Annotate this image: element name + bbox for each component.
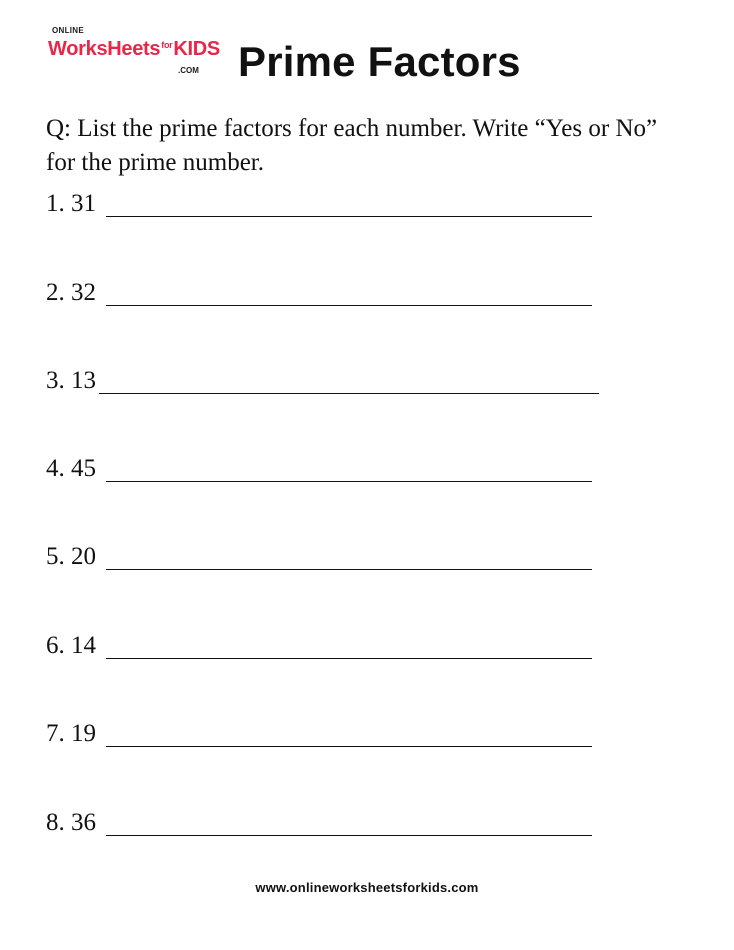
answer-line[interactable] xyxy=(106,746,592,747)
logo-dotcom: .COM xyxy=(178,66,199,75)
question-label: 8. 36 xyxy=(46,809,96,836)
question-6 xyxy=(46,632,606,662)
answer-line[interactable] xyxy=(106,658,592,659)
answer-line[interactable] xyxy=(106,216,592,217)
logo-brand-main: WorksHeets xyxy=(48,38,161,60)
answer-line[interactable] xyxy=(106,569,592,570)
question-label: 7. 19 xyxy=(46,720,96,747)
instructions-text: Q: List the prime factors for each number. Write “Yes or No” for the prime number. xyxy=(46,115,658,176)
answer-line[interactable] xyxy=(106,835,592,836)
question-1 xyxy=(46,190,606,220)
question-3 xyxy=(46,367,606,397)
question-2 xyxy=(46,279,606,309)
question-4 xyxy=(46,455,606,485)
question-5 xyxy=(46,543,606,573)
question-label: 3. 13 xyxy=(46,367,96,394)
question-label: 1. 31 xyxy=(46,190,96,217)
answer-line[interactable] xyxy=(106,481,592,482)
page-title: Prime Factors xyxy=(238,38,521,85)
question-8 xyxy=(46,809,606,839)
question-label: 5. 20 xyxy=(46,543,96,570)
logo-brand-kids: KIDS xyxy=(173,38,220,60)
logo-brand xyxy=(48,38,220,61)
logo-online-text: ONLINE xyxy=(52,26,85,35)
question-label: 4. 45 xyxy=(46,455,96,482)
question-label: 6. 14 xyxy=(46,632,96,659)
footer-url: www.onlineworksheetsforkids.com xyxy=(255,880,479,895)
logo-brand-for: for xyxy=(161,40,173,50)
question-label: 2. 32 xyxy=(46,279,96,306)
answer-line[interactable] xyxy=(99,393,599,394)
answer-line[interactable] xyxy=(106,305,592,306)
site-logo xyxy=(48,26,220,82)
question-7 xyxy=(46,720,606,750)
